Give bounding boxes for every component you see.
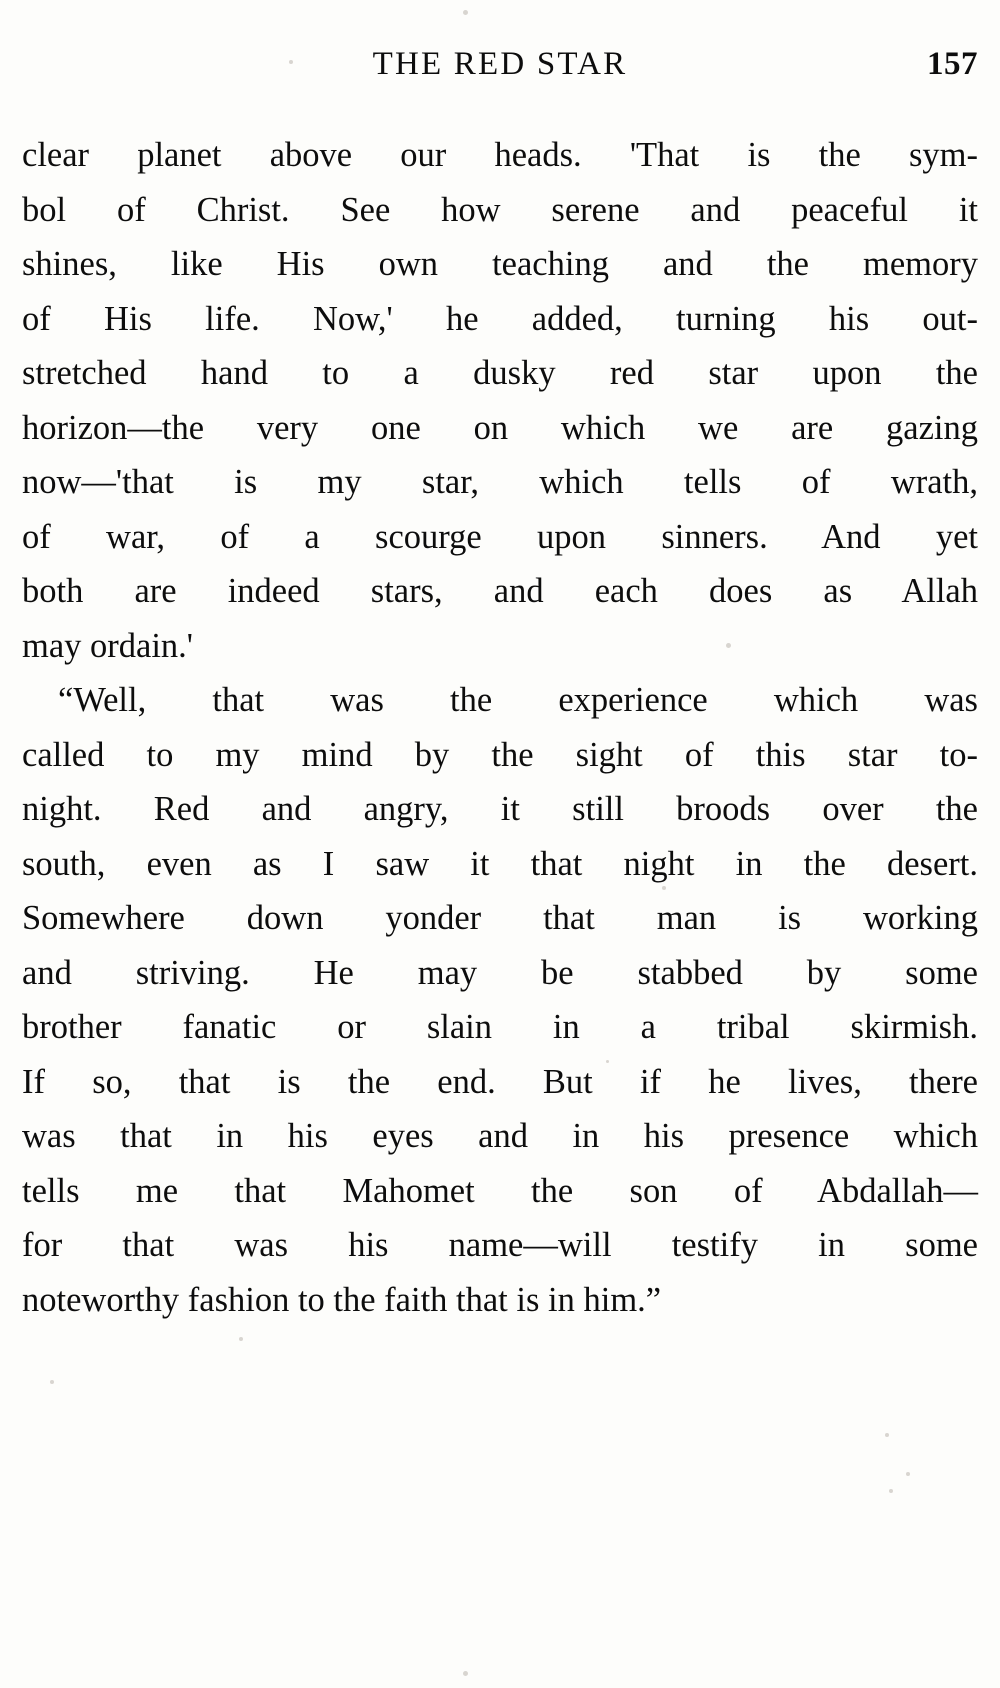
- scan-speck: [463, 10, 468, 15]
- text-line: was that in his eyes and in his presence which: [22, 1117, 978, 1155]
- text-line: south, even as I saw it that night in the desert.: [22, 844, 978, 883]
- scan-speck: [463, 1671, 468, 1676]
- text-line: night. Red and angry, it still broods over the: [22, 790, 978, 828]
- text-line: “Well, that was the experience which was: [58, 681, 978, 719]
- scan-speck: [906, 1472, 910, 1476]
- body-text: [22, 128, 978, 1327]
- scan-speck: [885, 1433, 889, 1437]
- text-line: now—'that is my star, which tells of wrath,: [22, 463, 978, 501]
- page-title: THE RED STAR: [372, 46, 628, 82]
- scan-speck: [889, 1489, 893, 1493]
- text-line: tells me that Mahomet the son of Abdallah—: [22, 1171, 978, 1210]
- paragraph-1: [22, 128, 978, 673]
- text-line: bol of Christ. See how serene and peaceful it: [22, 190, 978, 229]
- text-line: both are indeed stars, and each does as Allah: [22, 572, 978, 610]
- text-line: of war, of a scourge upon sinners. And yet: [22, 517, 978, 556]
- text-line: and striving. He may be stabbed by some: [22, 953, 978, 992]
- text-line: called to my mind by the sight of this star to-: [22, 735, 978, 774]
- text-line: of His life. Now,' he added, turning his out-: [22, 299, 978, 338]
- text-line: clear planet above our heads. 'That is the sym-: [22, 136, 978, 174]
- text-line: for that was his name—will testify in some: [22, 1226, 978, 1264]
- text-line: may ordain.': [22, 626, 194, 665]
- page-number: 157: [927, 46, 978, 82]
- scan-speck: [239, 1337, 243, 1341]
- text-line: Somewhere down yonder that man is working: [22, 899, 978, 937]
- text-line: brother fanatic or slain in a tribal skirmish.: [22, 1008, 978, 1046]
- text-line: noteworthy fashion to the faith that is in him.”: [22, 1280, 662, 1319]
- scan-speck: [50, 1380, 54, 1384]
- paragraph-2: [22, 673, 978, 1327]
- text-line: shines, like His own teaching and the memory: [22, 245, 978, 283]
- running-head: [0, 46, 1000, 92]
- text-line: horizon—the very one on which we are gazing: [22, 408, 978, 447]
- text-line: stretched hand to a dusky red star upon the: [22, 354, 978, 392]
- text-line: If so, that is the end. But if he lives, there: [22, 1062, 978, 1101]
